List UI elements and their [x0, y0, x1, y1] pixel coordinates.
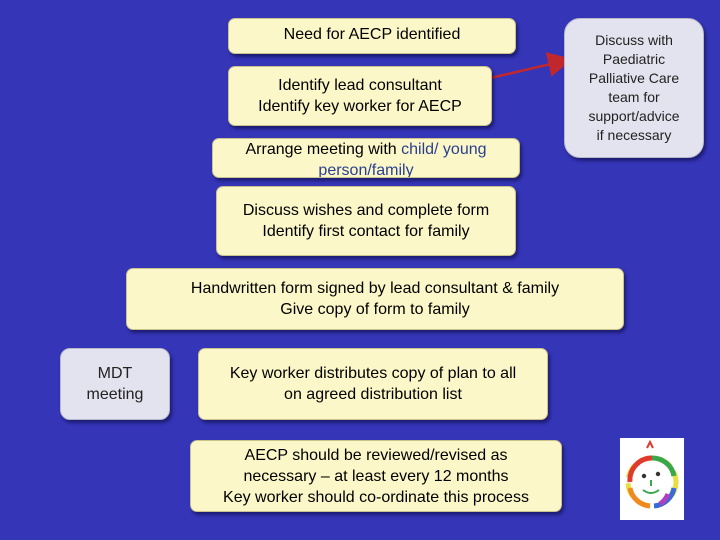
step-text-highlight: child/ young	[401, 141, 487, 158]
step-discuss-wishes	[216, 186, 516, 256]
step-need-identified	[228, 18, 516, 54]
note-text: Discuss with	[595, 32, 673, 48]
step-text: Identify lead consultant	[278, 77, 442, 94]
note-text: team for	[608, 89, 660, 105]
step-handwritten-form	[126, 268, 624, 330]
note-palliative-care	[564, 18, 704, 158]
step-arrange-meeting	[212, 138, 520, 178]
note-text: Paediatric	[602, 51, 666, 67]
step-identify-lead	[228, 66, 492, 126]
note-mdt-meeting	[60, 348, 170, 420]
step-text: Identify key worker for AECP	[258, 98, 462, 115]
step-text: necessary – at least every 12 months	[243, 467, 509, 485]
note-text: Palliative Care	[588, 70, 680, 86]
step-review-aecp	[190, 440, 562, 512]
note-text: meeting	[86, 386, 144, 403]
step-text: Need for AECP identified	[283, 25, 461, 43]
note-text: support/advice	[588, 108, 680, 124]
step-text-highlight: person/family	[318, 162, 414, 178]
note-text: MDT	[97, 365, 133, 382]
step-text: AECP should be reviewed/revised as	[244, 446, 508, 464]
step-text-line1	[245, 139, 486, 160]
step-text: Handwritten form signed by lead consultant & family	[190, 280, 560, 297]
note-text: if necessary	[596, 127, 672, 143]
step-text: Discuss wishes and complete form	[242, 202, 490, 219]
step-text: on agreed distribution list	[284, 386, 462, 403]
step-text: Key worker distributes copy of plan to all	[229, 365, 517, 382]
smiley-logo-icon	[620, 438, 684, 520]
step-text: Give copy of form to family	[280, 301, 470, 318]
step-text: Identify first contact for family	[262, 223, 470, 240]
step-text: Key worker should co-ordinate this process	[223, 488, 529, 506]
step-text: Arrange meeting with	[245, 141, 402, 158]
step-distribute-plan	[198, 348, 548, 420]
